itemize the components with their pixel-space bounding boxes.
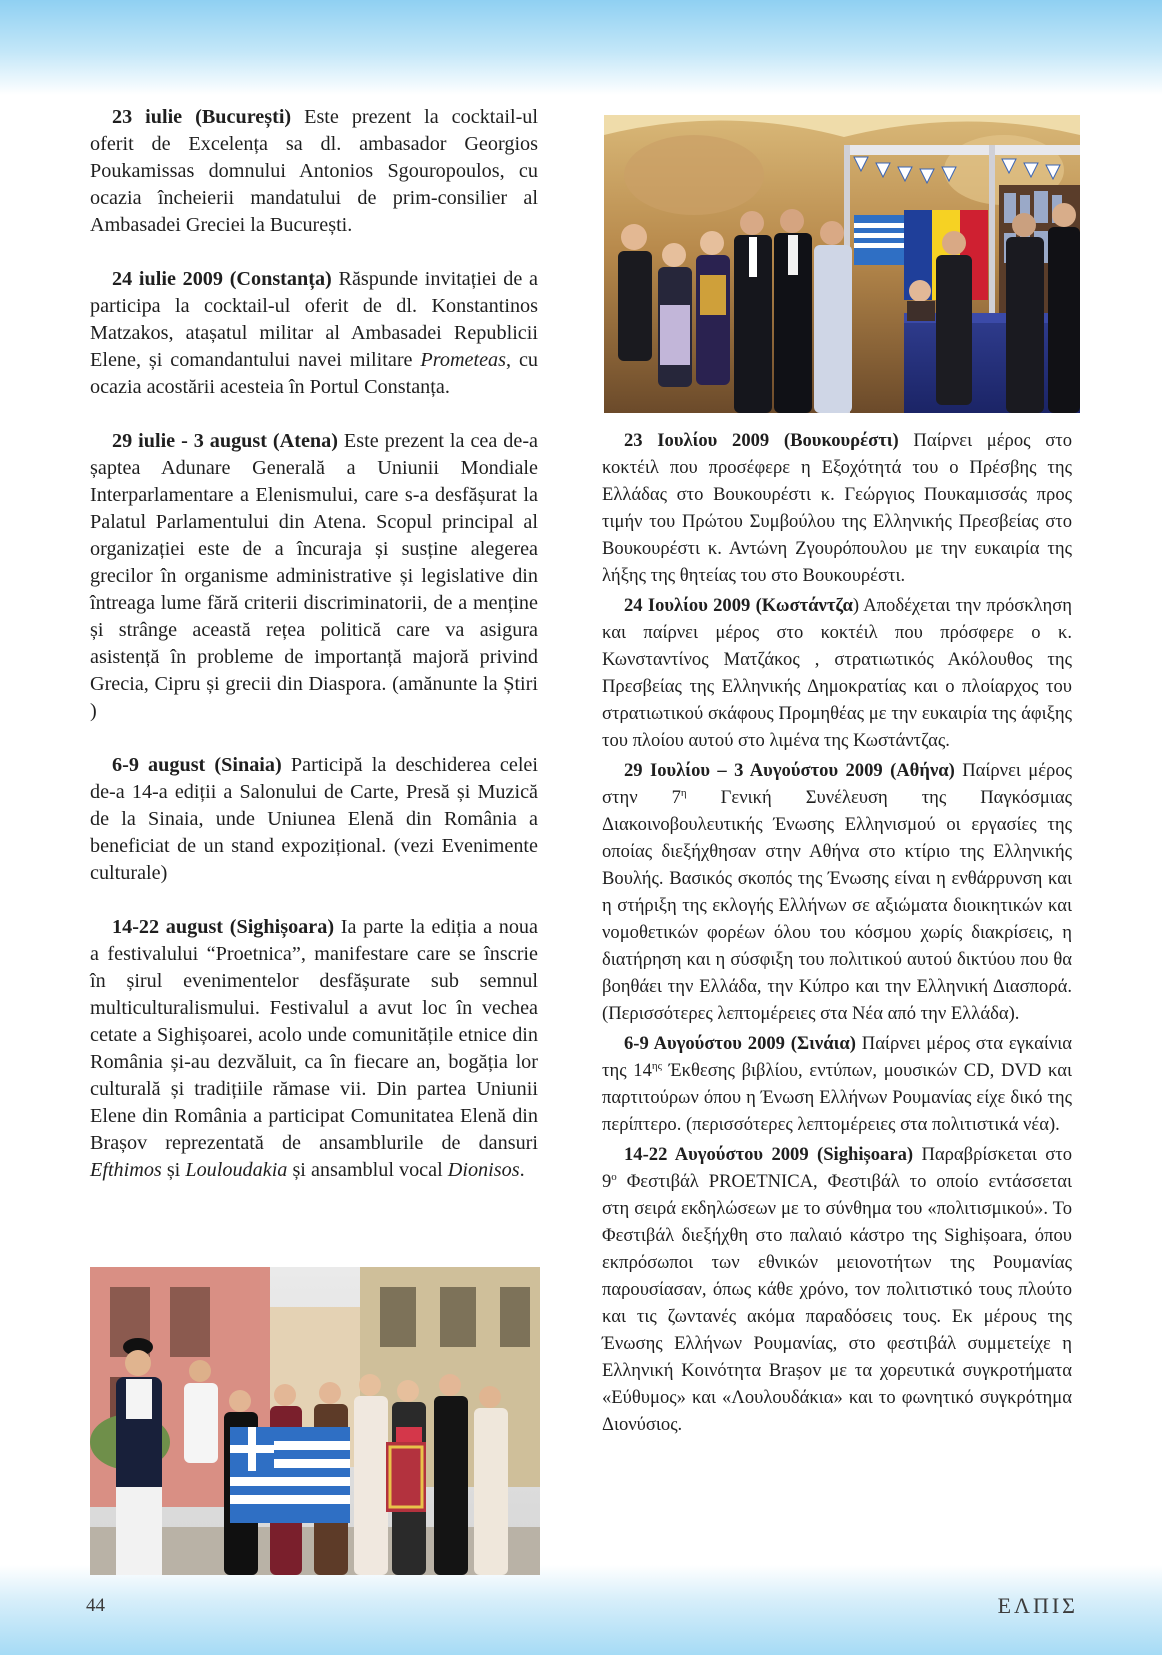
gr-entry-text: Φεστιβάλ PROETNICA, Φεστιβάλ το οποίο εντάσσεται στη σειρά εκδηλώσεων με το σύνθημα του «πολιτισμικού». Το Φεστιβάλ διεξήχθη στο παλαιό κάστρο της Sighișoara, όπου εκπρόσωποι των εθνικών μειονοτήτων της Ρουμανίας παρουσίασαν, όπως κάθε χρόνο, τον πολιτιστικό τους πλούτο και τις ζωντανές ακόμα παραδόσεις τους. Εκ μέρους της Ένωσης Ελλήνων Ρουμανίας, στο φεστιβάλ συμμετείχε η Ελληνική Κοινότητα Brașov με τα χορευτικά συγκροτήματα «Εύθυμος» και «Λουλουδάκια» και το φωνητικό συγκρότημα Διονύσιος. (602, 1171, 1072, 1435)
ro-entry-heading: 23 iulie (București) (112, 106, 292, 128)
ensemble-name: Dionisos (447, 1159, 520, 1181)
gr-entry-sighisoara (602, 1141, 1072, 1438)
ro-entry-heading: 29 iulie - 3 august (Atena) (112, 430, 338, 452)
ro-entry-text: Participă la deschiderea celei de-a 14-a ediții a Salonului de Carte, Presă și Muzică de la Sinaia, unde Uniunea Elenă din România a beneficiat de un stand expozițional. (vezi Evenimente culturale) (90, 754, 539, 884)
footer-band (0, 1565, 1162, 1655)
sighisoara-group-photo (90, 1267, 540, 1575)
page-number: 44 (86, 1595, 105, 1616)
ro-entry-heading: 24 iulie 2009 (Constanța) (112, 268, 332, 290)
gr-entry-text: ) Αποδέχεται την πρόσκληση και παίρνει μέρος στο κοκτέιλ που πρόσφερε ο κ. Κωνσταντίνος Ματζάκος , στρατιωτικός Ακόλουθος της Πρεσβείας της Ελληνικής Δημοκρατίας και ο πλοίαρχος του στρατιωτικού σκάφους Προμηθέας με την ευκαιρία της άφιξης του πλοίου αυτού στο λιμένα της Κωστάντζας. (602, 595, 1072, 751)
ro-entry-bucuresti (90, 104, 538, 239)
ro-entry-heading: 14-22 august (Sighișoara) (112, 916, 335, 938)
ro-entry-sighisoara (90, 914, 538, 1184)
header-band (0, 0, 1162, 95)
gr-entry-heading: 29 Ιουλίου – 3 Αυγούστου 2009 (Αθήνα) (624, 760, 955, 781)
gr-entry-text: Γενική Συνέλευση της Παγκόσμιας Διακοινοβουλευτικής Ένωσης Ελληνισμού οι εργασίες της οποίας διεξήχθησαν στην Αθήνα στο κτίριο της Ελληνικής Βουλής. Βασικός σκοπός της Ένωσης είναι η ενθάρρυνση και η στήριξη της εκλογής Ελλήνων σε αξιώματα διοικητικών και νομοθετικών φορέων όλου του κόσμου χωρίς διακρίσεις, η διατήρηση και η σύσφιξη του πολιτικού αυτού δικτύου που θα βοηθάει την Ελλάδα, την Κύπρο και την Ελληνική Διασπορά. (Περισσότερες λεπτομέρειες στα Νέα από την Ελλάδα). (602, 787, 1072, 1024)
gr-entry-athina (602, 757, 1072, 1027)
gr-entry-voukouresti (602, 427, 1072, 589)
gr-entry-text: Παίρνει μέρος στα εγκαίνια της 14 (602, 1033, 1073, 1081)
ordinal-suffix: η (680, 786, 687, 799)
ro-entry-sinaia (90, 752, 538, 887)
gr-entry-text: Παραβρίσκεται στο 9 (602, 1144, 1073, 1192)
ro-entry-text: Răspunde invitației de a participa la cocktail-ul oferit de dl. Konstantinos Matzakos, atașatul militar al Ambasadei Republicii Elene, și comandantului navei militare (90, 268, 538, 371)
ensemble-name: Efthimos (90, 1159, 162, 1181)
book-fair-stand-photo (604, 115, 1080, 413)
gr-entry-text: Παίρνει μέρος στην 7 (602, 760, 1072, 808)
ensemble-name: Louloudakia (185, 1159, 288, 1181)
ordinal-suffix: ο (611, 1170, 617, 1183)
ro-entry-atena (90, 428, 538, 725)
gr-entry-heading: 24 Ιουλίου 2009 (Κωστάντζα (624, 595, 853, 616)
gr-entry-sinaia (602, 1030, 1072, 1138)
greek-column (602, 427, 1072, 1441)
ro-entry-text: Este prezent la cocktail-ul oferit de Excelența sa dl. ambasador Georgios Poukamissas domnului Antonios Sgouropoulos, cu ocazia încheierii mandatului de prim-consilier al Ambasadei Greciei la București. (90, 106, 538, 236)
ship-name: Prometeas (420, 349, 506, 371)
ro-entry-constanta (90, 266, 538, 401)
gr-entry-kostantza (602, 592, 1072, 754)
ro-entry-text: și (161, 1159, 186, 1181)
ro-entry-text: Este prezent la cea de-a șaptea Adunare Generală a Uniunii Mondiale Interparlamentare a Elenismului, care s-a desfășurat la Palatul Parlamentului din Atena. Scopul principal al organizației este de a încuraja și susține alegerea grecilor în organisme administrative și legislative din întreaga lume fără criterii discriminatorii, de a menține și strânge această rețea politică care va asigura asistență în probleme de importanță majoră privind Grecia, Cipru și grecii din Diaspora. (amănunte la Știri ) (90, 430, 538, 722)
gr-entry-text: Παίρνει μέρος στο κοκτέιλ που προσέφερε η Εξοχότητά του ο Πρέσβης της Ελλάδας στο Βουκουρέστι κ. Γεώργιος Πουκαμισσάς προς τιμήν του Πρώτου Συμβούλου της Ελληνικής Πρεσβείας στο Βουκουρέστι κ. Αντώνη Ζγουρόπουλου με την ευκαιρία της λήξης της θητείας του στο Βουκουρέστι. (602, 430, 1072, 586)
magazine-title: ΕΛΠΙΣ (997, 1593, 1078, 1618)
ro-entry-heading: 6-9 august (Sinaia) (112, 754, 282, 776)
ordinal-suffix: ης (651, 1059, 662, 1072)
ro-entry-text: Ia parte la ediția a noua a festivalului “Proetnica”, manifestare care se înscrie în șirul evenimentelor desfășurate sub semnul multiculturalismului. Festivalul a avut loc în vechea cetate a Sighișoarei, acolo unde comunitățile etnice din România și-au dezvăluit, ca în fiecare an, bogăția lor culturală și tradițiile rămase vii. Din partea Uniunii Elene din România a participat Comunitatea Elenă din Brașov reprezentată de ansamblurile de dansuri (90, 916, 538, 1154)
ro-entry-text: și ansamblul vocal (287, 1159, 448, 1181)
romanian-column (90, 104, 538, 1211)
ro-entry-text: . (519, 1159, 525, 1181)
ro-entry-text: , cu ocazia acostării acesteia în Portul Constanța. (90, 349, 538, 398)
gr-entry-heading: 6-9 Αυγούστου 2009 (Σινάια) (624, 1033, 856, 1054)
gr-entry-heading: 23 Ιουλίου 2009 (Βουκουρέστι) (624, 430, 899, 451)
gr-entry-heading: 14-22 Αυγούστου 2009 (Sighișoara) (624, 1144, 914, 1165)
gr-entry-text: Έκθεσης βιβλίου, εντύπων, μουσικών CD, DVD και παρτιτούρων όπου η Ένωση Ελλήνων Ρουμανίας είχε δικό της περίπτερο. (περισσότερες λεπτομέρειες στα πολιτιστικά νέα). (602, 1060, 1072, 1135)
